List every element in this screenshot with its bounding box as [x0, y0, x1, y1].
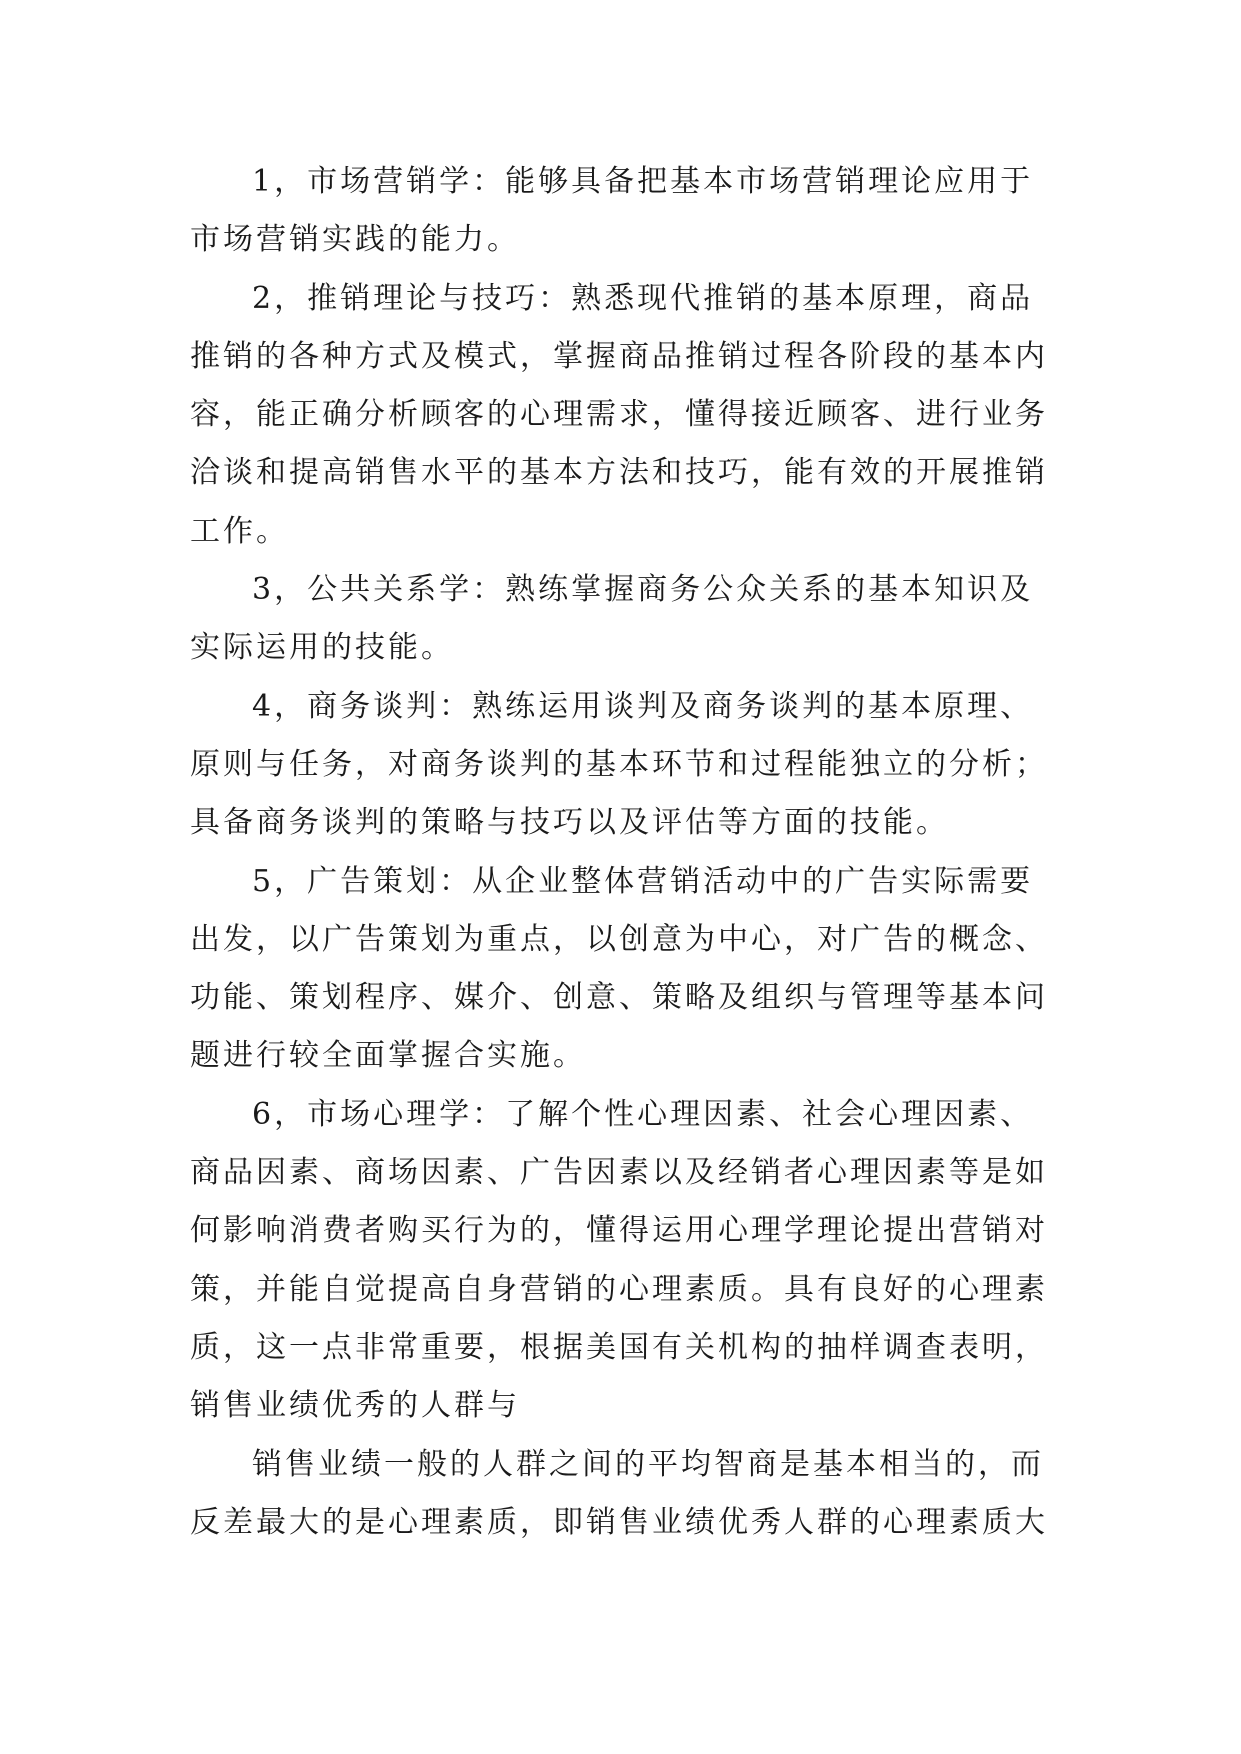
text-line: 容，能正确分析顾客的心理需求，懂得接近顾客、进行业务 [190, 397, 1048, 433]
text-line: 市场营销实践的能力。 [190, 222, 520, 258]
paragraph-marketing [190, 153, 1050, 270]
text-line: 原则与任务，对商务谈判的基本环节和过程能独立的分析； [190, 746, 1048, 782]
text-line: 6，市场心理学：了解个性心理因素、社会心理因素、 [252, 1096, 1034, 1132]
text-line: 5，广告策划：从企业整体营销活动中的广告实际需要 [252, 863, 1034, 899]
text-line: 3，公共关系学：熟练掌握商务公众关系的基本知识及 [252, 572, 1034, 608]
text-line: 功能、策划程序、媒介、创意、策略及组织与管理等基本问 [190, 980, 1048, 1016]
text-line: 2，推销理论与技巧：熟悉现代推销的基本原理，商品 [252, 280, 1034, 316]
paragraph-negotiation [190, 678, 1050, 853]
document-body [190, 153, 1050, 1552]
text-line: 何影响消费者购买行为的，懂得运用心理学理论提出营销对 [190, 1213, 1048, 1249]
text-line: 1，市场营销学：能够具备把基本市场营销理论应用于 [252, 164, 1034, 199]
text-line: 出发，以广告策划为重点，以创意为中心，对广告的概念、 [190, 921, 1048, 957]
paragraph-sales-theory [190, 270, 1050, 561]
text-line: 策，并能自觉提高自身营销的心理素质。具有良好的心理素 [190, 1271, 1048, 1307]
text-line: 销售业绩优秀的人群与 [190, 1388, 520, 1424]
text-line: 工作。 [190, 513, 289, 549]
text-line: 商品因素、商场因素、广告因素以及经销者心理因素等是如 [190, 1155, 1048, 1191]
paragraph-advertising [190, 853, 1050, 1086]
text-line: 题进行较全面掌握合实施。 [190, 1038, 586, 1074]
text-line: 推销的各种方式及模式，掌握商品推销过程各阶段的基本内 [190, 338, 1048, 374]
text-line: 销售业绩一般的人群之间的平均智商是基本相当的，而 [252, 1446, 1044, 1482]
text-line: 质，这一点非常重要，根据美国有关机构的抽样调查表明， [190, 1329, 1048, 1365]
text-line: 4，商务谈判：熟练运用谈判及商务谈判的基本原理、 [252, 688, 1034, 724]
paragraph-market-psychology [190, 1086, 1050, 1436]
text-line: 洽谈和提高销售水平的基本方法和技巧，能有效的开展推销 [190, 455, 1048, 491]
text-line: 实际运用的技能。 [190, 630, 454, 666]
paragraph-continuation [190, 1436, 1050, 1553]
text-line: 具备商务谈判的策略与技巧以及评估等方面的技能。 [190, 805, 949, 841]
text-line: 反差最大的是心理素质，即销售业绩优秀人群的心理素质大 [190, 1504, 1048, 1540]
paragraph-public-relations [190, 561, 1050, 678]
